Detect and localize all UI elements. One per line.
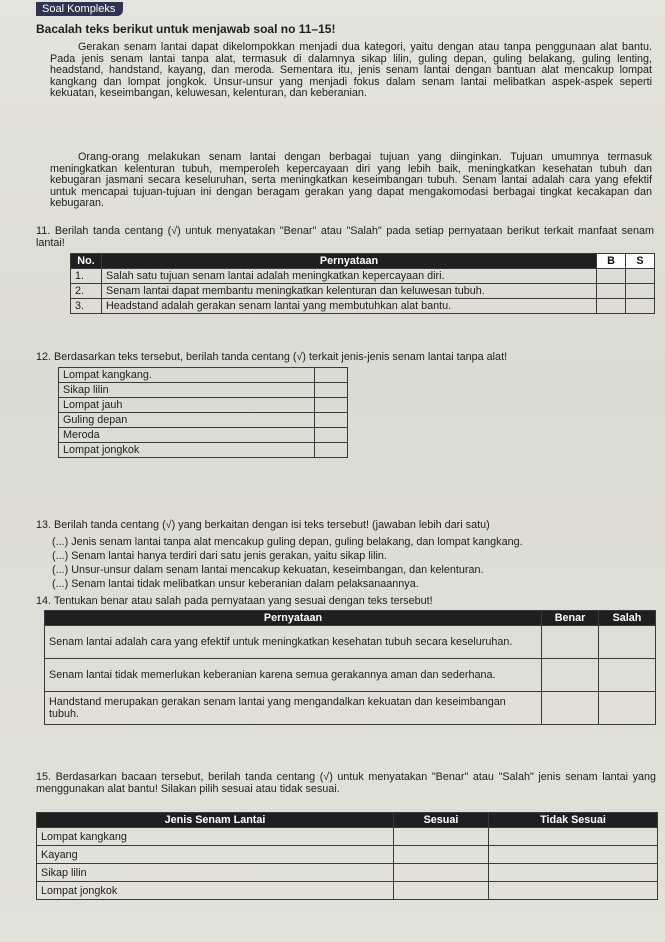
row-statement: Salah satu tujuan senam lantai adalah meningkatkan kepercayaan diri. <box>102 269 597 284</box>
question-number: 14. <box>36 595 52 607</box>
col-statement: Pernyataan <box>45 611 542 626</box>
item-label: Lompat jauh <box>59 398 315 413</box>
col-type: Jenis Senam Lantai <box>37 813 394 828</box>
row-statement: Headstand adalah gerakan senam lantai yang membutuhkan alat bantu. <box>102 299 597 314</box>
table-row <box>59 398 348 413</box>
row-statement: Senam lantai tidak memerlukan keberanian karena semua gerakannya aman dan sederhana. <box>45 659 542 692</box>
instruction: Bacalah teks berikut untuk menjawab soal no 11–15! <box>36 22 336 36</box>
check-s[interactable] <box>626 299 655 314</box>
table-row <box>45 692 656 725</box>
question-14 <box>36 596 654 608</box>
question-number: 11. <box>36 225 51 237</box>
check-b[interactable] <box>597 269 626 284</box>
col-no: No. <box>71 254 102 269</box>
check-b[interactable] <box>597 299 626 314</box>
option[interactable]: (...) Unsur-unsur dalam senam lantai mencakup kekuatan, keseimbangan, dan kelenturan. <box>52 564 484 576</box>
row-no: 2. <box>71 284 102 299</box>
table-header-row <box>37 813 658 828</box>
table-row <box>71 284 655 299</box>
check-tidak-sesuai[interactable] <box>489 864 658 882</box>
check-salah[interactable] <box>599 626 656 659</box>
check-benar[interactable] <box>542 626 599 659</box>
row-type: Lompat jongkok <box>37 882 394 900</box>
item-check[interactable] <box>315 398 348 413</box>
table-header-row <box>71 254 655 269</box>
item-label: Guling depan <box>59 413 315 428</box>
item-check[interactable] <box>315 368 348 383</box>
table-row <box>59 428 348 443</box>
option[interactable]: (...) Senam lantai tidak melibatkan unsur keberanian dalam pelaksanaannya. <box>52 578 419 590</box>
check-benar[interactable] <box>542 692 599 725</box>
question-13 <box>36 520 654 532</box>
row-statement: Senam lantai dapat membantu meningkatkan kelenturan dan keluwesan tubuh. <box>102 284 597 299</box>
item-check[interactable] <box>315 428 348 443</box>
table-row <box>45 659 656 692</box>
item-check[interactable] <box>315 413 348 428</box>
col-salah: Salah <box>599 611 656 626</box>
option[interactable]: (...) Senam lantai hanya terdiri dari satu jenis gerakan, yaitu sikap lilin. <box>52 550 387 562</box>
row-type: Lompat kangkang <box>37 828 394 846</box>
table-row <box>37 828 658 846</box>
table-row <box>37 864 658 882</box>
table-row <box>59 413 348 428</box>
question-11 <box>36 226 654 249</box>
table-row <box>37 882 658 900</box>
item-check[interactable] <box>315 383 348 398</box>
paragraph-2: Orang-orang melakukan senam lantai dengan berbagai tujuan yang diinginkan. Tujuan umumnya termasuk meningkatkan kelenturan tubuh, memperoleh kepercayaan diri yang lebih baik, meningkatkan kesehatan tubuh dan kebugaran jasmani secara keseluruhan, serta meningkatkan keseimbangan tubuh. Senam lantai adalah cara yang efektif untuk mencapai tujuan-tujuan ini dengan beragam gerakan yang dapat mengakomodasi berbagai tingkat kecakapan dan kebugaran. <box>50 151 652 210</box>
table-row <box>59 368 348 383</box>
question-number: 13. <box>36 519 52 531</box>
row-statement: Handstand merupakan gerakan senam lantai yang mengandalkan kekuatan dan keseimbangan tubuh. <box>45 692 542 725</box>
check-tidak-sesuai[interactable] <box>489 846 658 864</box>
question-text: Berdasarkan teks tersebut, berilah tanda centang (√) terkait jenis-jenis senam lantai tanpa alat! <box>54 351 508 363</box>
table-header-row <box>45 611 656 626</box>
row-type: Sikap lilin <box>37 864 394 882</box>
check-tidak-sesuai[interactable] <box>489 882 658 900</box>
col-benar: Benar <box>542 611 599 626</box>
col-b: B <box>597 254 626 269</box>
question-text: Berilah tanda centang (√) yang berkaitan dengan isi teks tersebut! (jawaban lebih dari satu) <box>54 519 490 531</box>
check-sesuai[interactable] <box>394 828 489 846</box>
question-text: Tentukan benar atau salah pada pernyataan yang sesuai dengan teks tersebut! <box>53 595 433 607</box>
section-header: Soal Kompleks <box>36 2 123 16</box>
check-benar[interactable] <box>542 659 599 692</box>
col-statement: Pernyataan <box>102 254 597 269</box>
table-row <box>45 626 656 659</box>
q12-table <box>58 367 348 458</box>
col-s: S <box>626 254 655 269</box>
row-statement: Senam lantai adalah cara yang efektif untuk meningkatkan kesehatan tubuh secara keseluruhan. <box>45 626 542 659</box>
item-label: Lompat kangkang. <box>59 368 315 383</box>
paragraph-1: Gerakan senam lantai dapat dikelompokkan menjadi dua kategori, yaitu dengan atau tanpa penggunaan alat bantu. Pada jenis senam lantai tanpa alat, termasuk di dalamnya sikap lilin, guling depan, guling belakang, guling lenting, headstand, handstand, kayang, dan meroda. Sementara itu, jenis senam lantai dengan bantuan alat mencakup lompat kangkang dan lompat jongkok. Unsur-unsur yang menjadi fokus dalam senam lantai melibatkan aspek-aspek seperti kekuatan, keseimbangan, keluwesan, kelenturan, dan keberanian. <box>50 41 652 100</box>
row-type: Kayang <box>37 846 394 864</box>
check-tidak-sesuai[interactable] <box>489 828 658 846</box>
row-no: 1. <box>71 269 102 284</box>
check-b[interactable] <box>597 284 626 299</box>
table-row <box>37 846 658 864</box>
check-salah[interactable] <box>599 659 656 692</box>
item-check[interactable] <box>315 443 348 458</box>
question-15 <box>36 772 656 795</box>
item-label: Sikap lilin <box>59 383 315 398</box>
table-row <box>71 269 655 284</box>
check-sesuai[interactable] <box>394 846 489 864</box>
col-tidak-sesuai: Tidak Sesuai <box>489 813 658 828</box>
q15-table <box>36 812 658 900</box>
check-s[interactable] <box>626 284 655 299</box>
item-label: Meroda <box>59 428 315 443</box>
question-text: Berdasarkan bacaan tersebut, berilah tanda centang (√) untuk menyatakan "Benar" atau "Salah" jenis senam lantai yang menggunakan alat bantu! Silakan pilih sesuai atau tidak sesuai. <box>36 771 657 795</box>
question-12 <box>36 352 654 364</box>
check-sesuai[interactable] <box>394 882 489 900</box>
table-row <box>71 299 655 314</box>
item-label: Lompat jongkok <box>59 443 315 458</box>
question-number: 12. <box>36 351 52 363</box>
row-no: 3. <box>71 299 102 314</box>
table-row <box>59 443 348 458</box>
q11-table <box>70 253 655 314</box>
check-salah[interactable] <box>599 692 656 725</box>
q13-options <box>52 535 662 591</box>
table-row <box>59 383 348 398</box>
check-sesuai[interactable] <box>394 864 489 882</box>
question-text: Berilah tanda centang (√) untuk menyatakan "Benar" atau "Salah" pada setiap pernyataan berikut terkait manfaat senam lantai! <box>36 225 655 249</box>
col-sesuai: Sesuai <box>394 813 489 828</box>
q14-table <box>44 610 656 725</box>
option[interactable]: (...) Jenis senam lantai tanpa alat mencakup guling depan, guling belakang, dan lompat kangkang. <box>52 536 523 548</box>
check-s[interactable] <box>626 269 655 284</box>
question-number: 15. <box>36 771 52 783</box>
